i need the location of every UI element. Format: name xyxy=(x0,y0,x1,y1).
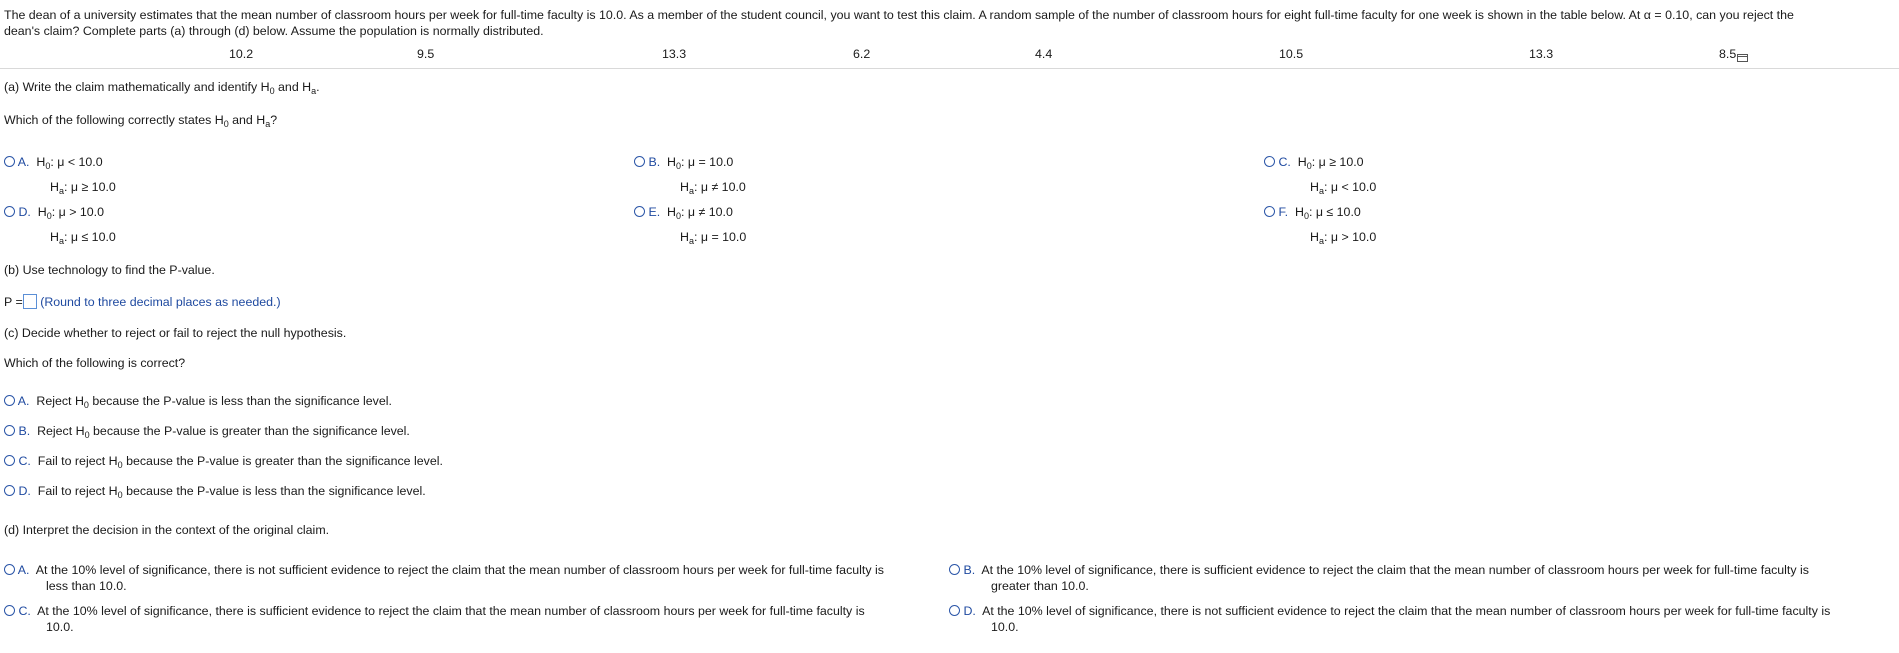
part-c-question: Which of the following is correct? xyxy=(4,356,186,370)
data-value: 8.5 xyxy=(1719,47,1737,61)
subscript: 0 xyxy=(223,119,229,129)
option-text: At the 10% level of significance, there is not sufficient evidence to reject the claim that the mean number of classroom hours per week for full-time faculty is xyxy=(982,604,1831,618)
part-a-option-f[interactable]: F. $H_0$: μ ≤ 10.0 $H_a$: μ > 10.0 xyxy=(1264,202,1376,252)
subscript: 0 xyxy=(117,460,123,470)
part-d-option-c[interactable] xyxy=(4,603,865,635)
problem-line-1: The dean of a university estimates that the mean number of classroom hours per week for full-time faculty is 10.0. As a member of the student council, you want to test this claim. A random sample of the number of classroom hours for eight full-time faculty for one week is shown in the table below. At α = 0.10, can you reject the xyxy=(4,8,1794,22)
radio-button-icon[interactable] xyxy=(4,156,15,167)
option-letter: C. xyxy=(18,604,31,618)
subscript: 0 xyxy=(1306,161,1312,171)
part-d-option-a[interactable] xyxy=(4,562,884,594)
subscript: a xyxy=(58,236,64,246)
part-a-question-text: and H xyxy=(228,113,266,127)
null-hypothesis: μ < 10.0 xyxy=(57,155,103,169)
data-table-row xyxy=(0,47,1899,66)
subscript: 0 xyxy=(84,430,90,440)
subscript: 0 xyxy=(676,211,682,221)
option-text: Fail to reject H xyxy=(37,484,118,498)
radio-button-icon[interactable] xyxy=(4,455,15,466)
subscript: a xyxy=(1318,236,1324,246)
option-letter: D. xyxy=(18,205,31,219)
option-letter: C. xyxy=(1278,155,1291,169)
subscript: 0 xyxy=(45,161,51,171)
subscript: 0 xyxy=(117,490,123,500)
option-text-continued: less than 10.0. xyxy=(46,579,127,593)
option-text: Fail to reject H xyxy=(37,454,118,468)
subscript: a xyxy=(311,86,317,96)
radio-button-icon[interactable] xyxy=(1264,206,1275,217)
option-text: At the 10% level of significance, there is sufficient evidence to reject the claim that the mean number of classroom hours per week for full-time faculty is xyxy=(37,604,865,618)
option-text: Reject H xyxy=(37,424,85,438)
option-letter: D. xyxy=(963,604,976,618)
part-a-question-text: ? xyxy=(270,113,278,127)
part-a-option-a[interactable]: A. $H_0$: μ < 10.0 $H_a$: μ ≥ 10.0 xyxy=(4,152,116,202)
data-value: 13.3 xyxy=(662,47,687,61)
rounding-hint: (Round to three decimal places as needed.) xyxy=(40,295,281,309)
null-hypothesis: μ ≤ 10.0 xyxy=(1315,205,1361,219)
part-d-option-d[interactable] xyxy=(949,603,1830,635)
null-hypothesis: μ ≥ 10.0 xyxy=(1318,155,1364,169)
radio-button-icon[interactable] xyxy=(949,564,960,575)
option-text: because the P-value is greater than the significance level. xyxy=(122,454,443,468)
option-text-continued: 10.0. xyxy=(991,620,1019,634)
subscript: 0 xyxy=(83,400,89,410)
problem-line-2: dean's claim? Complete parts (a) through (d) below. Assume the population is normally distributed. xyxy=(4,24,544,38)
part-d-prompt: (d) Interpret the decision in the context of the original claim. xyxy=(4,523,330,537)
null-hypothesis: μ > 10.0 xyxy=(58,205,104,219)
part-a-prompt-text: (a) Write the claim mathematically and identify H xyxy=(4,80,270,94)
part-c-option-d[interactable] xyxy=(4,484,426,500)
option-text: because the P-value is less than the significance level. xyxy=(122,484,426,498)
alternative-hypothesis: μ > 10.0 xyxy=(1330,230,1377,244)
option-text: because the P-value is greater than the significance level. xyxy=(89,424,410,438)
option-text: because the P-value is less than the significance level. xyxy=(88,394,392,408)
part-c-option-c[interactable] xyxy=(4,454,443,470)
radio-button-icon[interactable] xyxy=(4,395,15,406)
option-text: Reject H xyxy=(36,394,84,408)
part-a-option-b[interactable]: B. $H_0$: μ = 10.0 $H_a$: μ ≠ 10.0 xyxy=(634,152,746,202)
option-letter: F. xyxy=(1278,205,1289,219)
part-a-option-c[interactable]: C. $H_0$: μ ≥ 10.0 $H_a$: μ < 10.0 xyxy=(1264,152,1376,202)
p-value-row xyxy=(4,294,281,309)
radio-button-icon[interactable] xyxy=(634,156,645,167)
alternative-hypothesis: μ < 10.0 xyxy=(1330,180,1377,194)
option-letter: A. xyxy=(17,155,30,169)
part-a-prompt-text: and H xyxy=(274,80,312,94)
data-value: 10.5 xyxy=(1279,47,1304,61)
problem-statement xyxy=(4,7,1894,39)
part-b-prompt: (b) Use technology to find the P-value. xyxy=(4,263,215,277)
subscript: a xyxy=(688,186,694,196)
part-c-option-a[interactable] xyxy=(4,394,392,410)
radio-button-icon[interactable] xyxy=(4,564,15,575)
radio-button-icon[interactable] xyxy=(4,605,15,616)
radio-button-icon[interactable] xyxy=(4,206,15,217)
p-value-input[interactable] xyxy=(23,294,37,309)
null-hypothesis: μ ≠ 10.0 xyxy=(687,205,733,219)
radio-button-icon[interactable] xyxy=(1264,156,1275,167)
data-value-with-copy xyxy=(1719,47,1748,61)
divider xyxy=(0,68,1899,69)
part-c-prompt: (c) Decide whether to reject or fail to reject the null hypothesis. xyxy=(4,326,347,340)
data-value: 10.2 xyxy=(229,47,254,61)
option-text: At the 10% level of significance, there is not sufficient evidence to reject the claim that the mean number of classroom hours per week for full-time faculty is xyxy=(35,563,884,577)
option-letter: A. xyxy=(17,563,30,577)
subscript: a xyxy=(1318,186,1324,196)
p-value-label: P = xyxy=(4,295,23,309)
option-letter: B. xyxy=(18,424,31,438)
option-letter: E. xyxy=(648,205,661,219)
part-a-question-text: Which of the following correctly states H xyxy=(4,113,224,127)
option-letter: C. xyxy=(18,454,31,468)
part-d-option-b[interactable] xyxy=(949,562,1809,594)
radio-button-icon[interactable] xyxy=(4,485,15,496)
option-text: At the 10% level of significance, there is sufficient evidence to reject the claim that the mean number of classroom hours per week for full-time faculty is xyxy=(981,563,1809,577)
subscript: a xyxy=(265,119,271,129)
option-letter: B. xyxy=(963,563,976,577)
part-a-prompt-text: . xyxy=(316,80,320,94)
radio-button-icon[interactable] xyxy=(4,425,15,436)
data-value: 9.5 xyxy=(417,47,435,61)
radio-button-icon[interactable] xyxy=(949,605,960,616)
option-letter: A. xyxy=(17,394,30,408)
part-c-option-b[interactable] xyxy=(4,424,410,440)
null-hypothesis: μ = 10.0 xyxy=(687,155,734,169)
alternative-hypothesis: μ ≤ 10.0 xyxy=(70,230,116,244)
data-value: 6.2 xyxy=(853,47,871,61)
option-text-continued: 10.0. xyxy=(46,620,74,634)
subscript: 0 xyxy=(1303,211,1309,221)
data-value: 13.3 xyxy=(1529,47,1554,61)
option-letter: B. xyxy=(648,155,661,169)
subscript: 0 xyxy=(46,211,52,221)
part-a-prompt xyxy=(4,80,320,96)
part-a-question xyxy=(4,113,277,129)
radio-button-icon[interactable] xyxy=(634,206,645,217)
copy-data-icon[interactable] xyxy=(1737,51,1748,59)
subscript: a xyxy=(688,236,694,246)
subscript: a xyxy=(58,186,64,196)
subscript: 0 xyxy=(269,86,275,96)
alternative-hypothesis: μ ≠ 10.0 xyxy=(700,180,746,194)
part-a-option-d[interactable]: D. $H_0$: μ > 10.0 $H_a$: μ ≤ 10.0 xyxy=(4,202,116,252)
alternative-hypothesis: μ ≥ 10.0 xyxy=(70,180,116,194)
part-a-option-e[interactable]: E. $H_0$: μ ≠ 10.0 $H_a$: μ = 10.0 xyxy=(634,202,746,252)
option-text-continued: greater than 10.0. xyxy=(991,579,1089,593)
alternative-hypothesis: μ = 10.0 xyxy=(700,230,747,244)
subscript: 0 xyxy=(676,161,682,171)
data-value: 4.4 xyxy=(1035,47,1053,61)
option-letter: D. xyxy=(18,484,31,498)
